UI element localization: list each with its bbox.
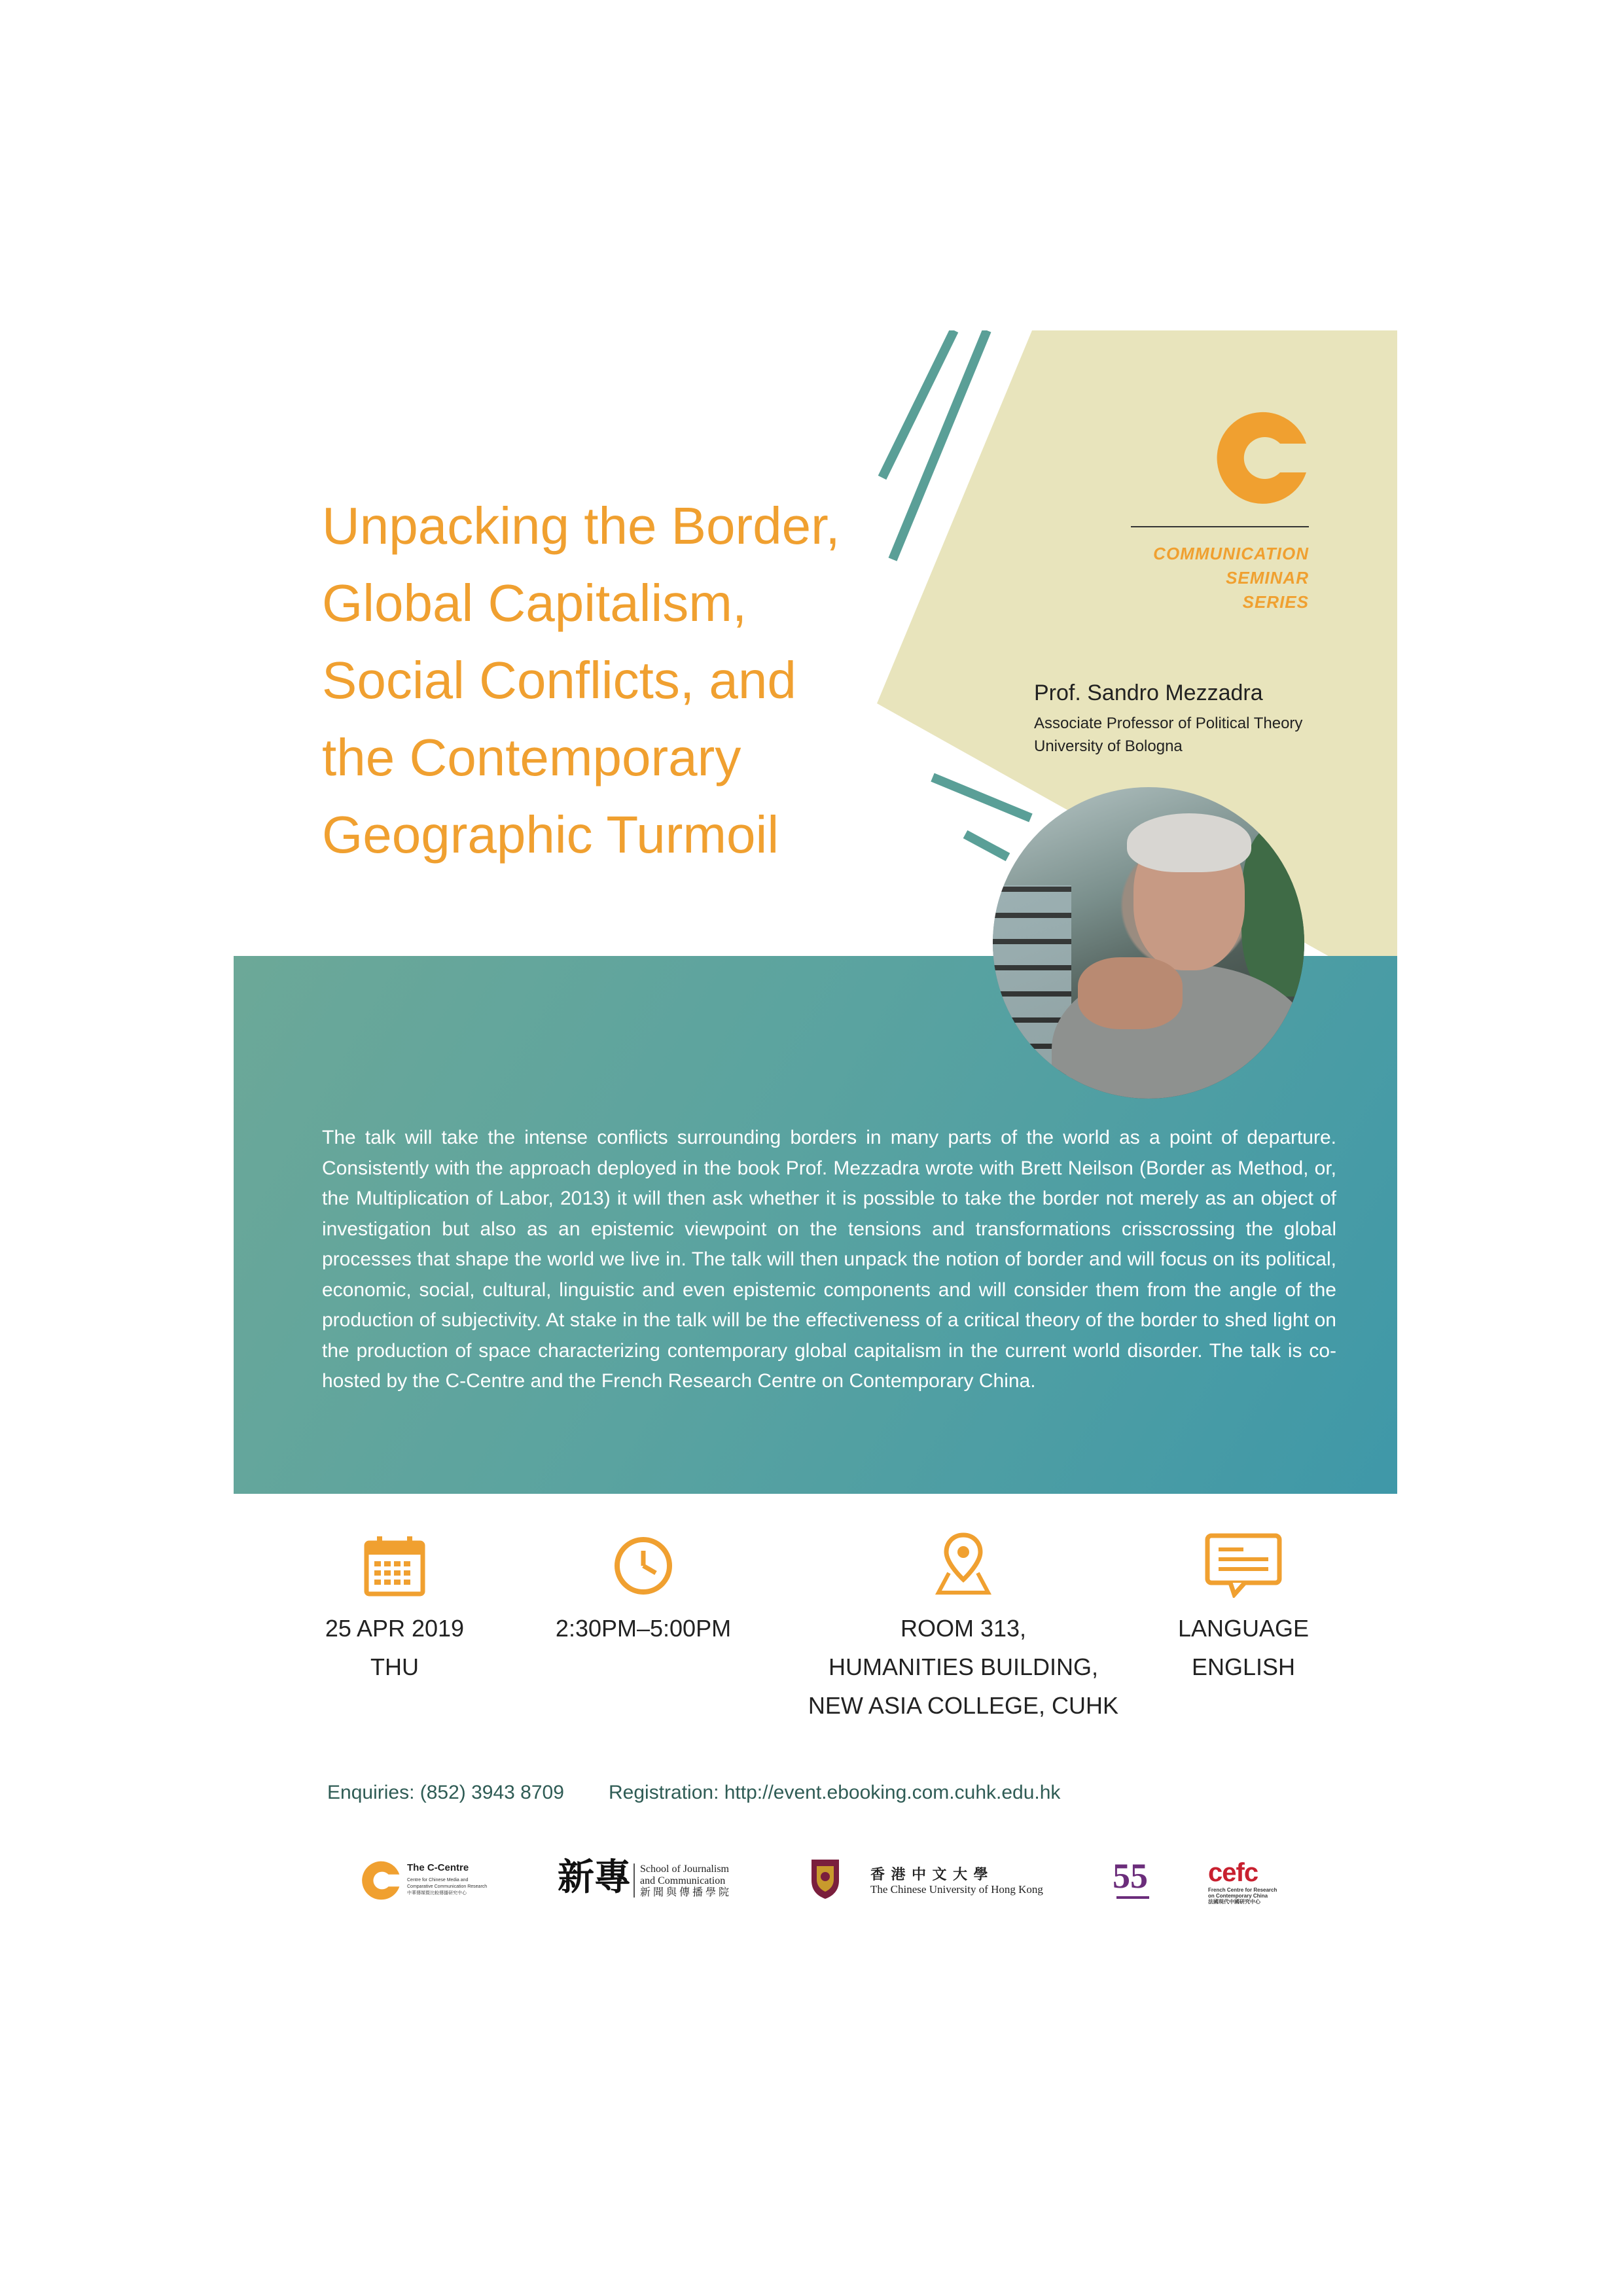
speaker-details <box>1034 712 1302 758</box>
sjc-en-line: School of Journalism <box>640 1863 729 1875</box>
cefc-sub-line: 法國現代中國研究中心 <box>1208 1899 1260 1905</box>
sjc-divider <box>633 1863 635 1898</box>
series-line: SERIES <box>1242 592 1309 612</box>
logo-divider <box>1131 526 1309 527</box>
cuhk-english-name: The Chinese University of Hong Kong <box>870 1883 1043 1896</box>
event-time <box>545 1609 741 1648</box>
series-line: COMMUNICATION <box>1153 544 1309 563</box>
title-line: Geographic Turmoil <box>322 805 779 864</box>
cefc-sub-line: French Centre for Research <box>1208 1887 1277 1893</box>
sjc-logo-text <box>640 1863 729 1899</box>
venue-line: ROOM 313, <box>900 1615 1027 1642</box>
language-value: ENGLISH <box>1191 1653 1296 1680</box>
cefc-sub-line: on Contemporary China <box>1208 1893 1268 1899</box>
language-label: LANGUAGE <box>1177 1615 1310 1642</box>
speaker-portrait <box>993 787 1304 1099</box>
event-title <box>322 487 911 874</box>
location-pin-icon <box>927 1531 1000 1597</box>
date-line: 25 APR 2019 <box>325 1615 465 1642</box>
series-line: SEMINAR <box>1226 568 1309 588</box>
sjc-logo-mark: 新專 <box>558 1858 631 1898</box>
title-line: Unpacking the Border, <box>322 497 840 555</box>
event-venue <box>800 1609 1127 1725</box>
weekday-line: THU <box>370 1653 419 1680</box>
clock-icon <box>613 1535 674 1597</box>
calendar-icon <box>364 1535 425 1597</box>
cefc-subtitle <box>1208 1887 1277 1905</box>
speaker-affiliation: University of Bologna <box>1034 737 1183 755</box>
sjc-zh-line: 新 聞 與 傳 播 學 院 <box>640 1887 730 1898</box>
c-centre-footer-logo-icon <box>360 1860 401 1901</box>
venue-line: HUMANITIES BUILDING, <box>828 1653 1099 1680</box>
sjc-en-line: and Communication <box>640 1875 726 1886</box>
seminar-series-label <box>1113 542 1309 614</box>
c-centre-logo-icon <box>1212 410 1309 506</box>
title-line: Social Conflicts, and <box>322 651 796 709</box>
venue-line: NEW ASIA COLLEGE, CUHK <box>808 1692 1119 1719</box>
registration-link[interactable]: Registration: http://event.ebooking.com.cuhk.edu.hk <box>609 1782 1061 1803</box>
anniversary-logo-mark: 55 <box>1113 1856 1148 1896</box>
speaker-name: Prof. Sandro Mezzadra <box>1034 680 1263 705</box>
cuhk-chinese-name: 香 港 中 文 大 學 <box>870 1866 990 1882</box>
c-centre-name: The C-Centre <box>407 1862 469 1873</box>
c-centre-footer-text <box>407 1862 505 1897</box>
title-line: Global Capitalism, <box>322 574 747 632</box>
event-language <box>1145 1609 1342 1686</box>
anniversary-underline <box>1116 1896 1149 1899</box>
time-line: 2:30PM–5:00PM <box>555 1615 732 1642</box>
event-date <box>296 1609 493 1686</box>
cefc-logo-mark: cefc <box>1208 1858 1258 1887</box>
title-line: the Contemporary <box>322 728 741 786</box>
c-centre-subtitle <box>407 1877 505 1897</box>
event-description: The talk will take the intense conflicts surrounding borders in many parts of the world as a point of departure. Consistently with the approach deployed in the book Prof. Mezzadra wrote with Brett Neilson (Border as Method, or, the Multiplication of Labor, 2013) it will then ask whether it is possible to take the border not merely as an object of investigation but also as an epistemic viewpoint on the tensions and transformations crisscrossing the global processes that shape the world we live in. The talk will then unpack the notion of border and will focus on its political, economic, social, cultural, linguistic and even epistemic components and will consider them from the angle of the production of subjectivity. At stake in the talk will be the effectiveness of a critical theory of the border to shed light on the production of space characterizing contemporary global capitalism in the current world disorder. The talk is co-hosted by the C-Centre and the French Research Centre on Contemporary China. <box>322 1127 1336 1392</box>
speaker-position: Associate Professor of Political Theory <box>1034 715 1303 732</box>
c-centre-sub-line: Comparative Communication Research <box>407 1884 488 1889</box>
c-centre-sub-line: Centre for Chinese Media and <box>407 1878 469 1882</box>
c-centre-sub-line: 中華傳媒暨比較傳播研究中心 <box>407 1891 467 1896</box>
speech-bubble-icon <box>1204 1532 1283 1598</box>
enquiries-phone: Enquiries: (852) 3943 8709 <box>327 1782 564 1803</box>
cuhk-crest-icon <box>809 1857 842 1900</box>
